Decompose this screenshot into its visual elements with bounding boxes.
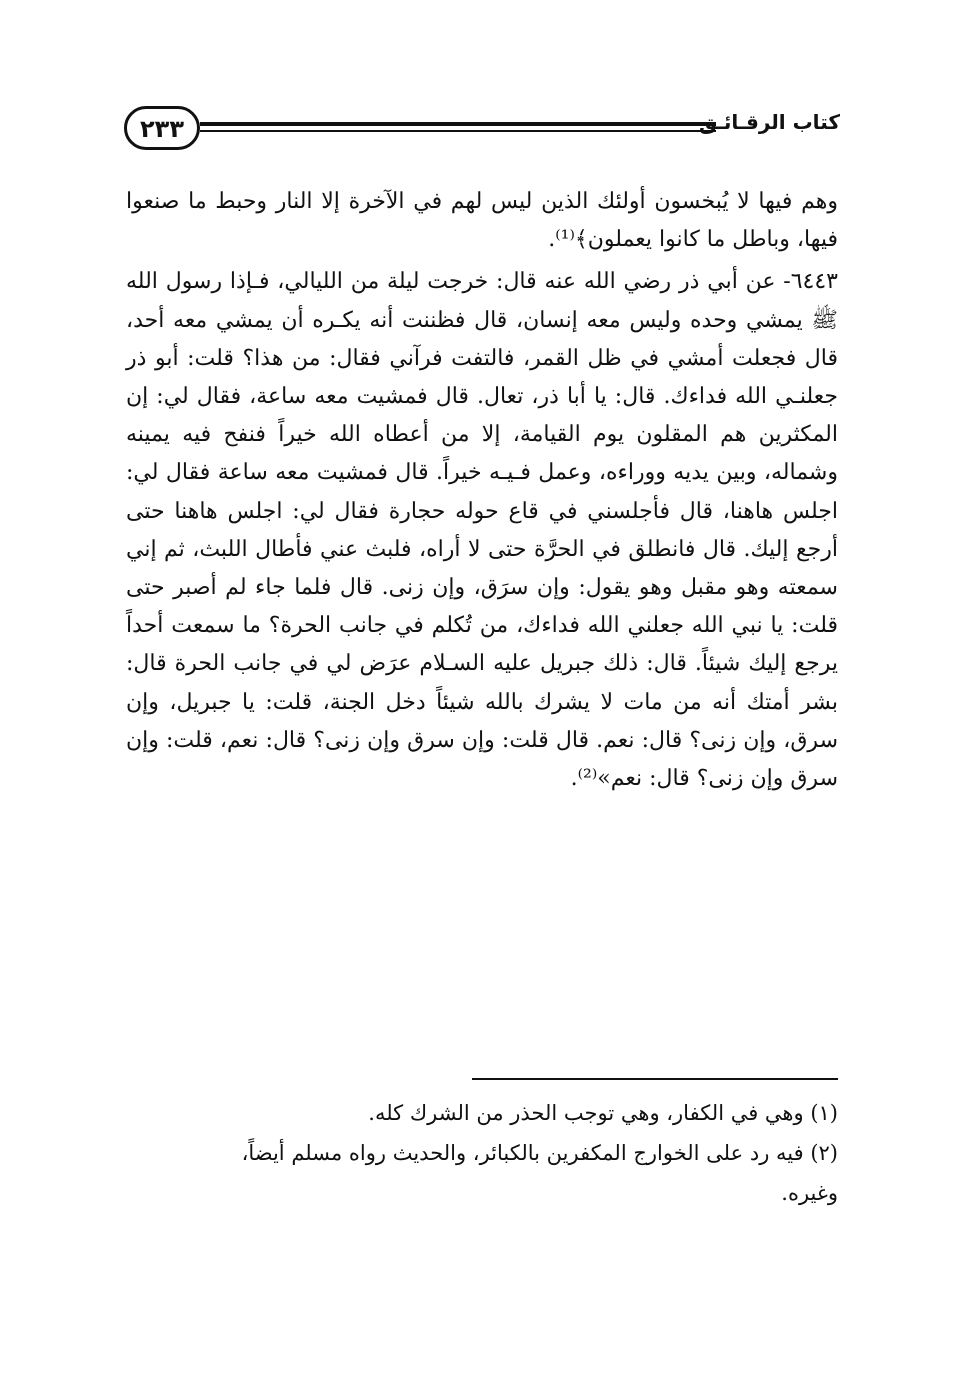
header-rule-thick — [200, 122, 716, 126]
page-header — [124, 100, 840, 160]
footnote-separator — [472, 1078, 838, 1080]
header-rule-thin — [200, 130, 716, 132]
paragraph-quran-ending: وهم فيها لا يُبخسون أولئك الذين ليس لهم في الآخرة إلا النار وحبط ما صنعوا فيها، وباطل ما كانوا يعملون﴾⁽¹⁾. — [126, 189, 838, 253]
page-number: ٢٣٣ — [140, 115, 184, 143]
running-title: كتاب الرقـائـق — [699, 110, 840, 134]
page-number-frame — [124, 106, 200, 150]
footnotes — [126, 1093, 838, 1213]
paragraph-hadith-6443: ٦٤٤٣- عن أبي ذر رضي الله عنه قال: خرجت ليلة من الليالي، فـإذا رسول الله ﷺ يمشي وحده وليس معه إنسان، قال فظننت أنه يكـره أن يمشي معه أحد، قال فجعلت أمشي في ظل القمر، فالتفت فرآني فقال: من هذا؟ قلت: أبو ذر جعلنـي الله فداءك. قال: يا أبا ذر، تعال. قال فمشيت معه ساعة، فقال لي: إن المكثرين هم المقلون يوم القيامة، إلا من أعطاه الله خيراً فنفح فيه يمينه وشماله، وبين يديه ووراءه، وعمل فـيـه خيراً. قال فمشيت معه ساعة فقال لي: اجلس هاهنا، قال فأجلسني في قاع حوله حجارة فقال لي: اجلس هاهنا حتى أرجع إليك. قال فانطلق في الحرَّة حتى لا أراه، فلبث عني فأطال اللبث، ثم إني سمعته وهو مقبل وهو يقول: وإن سرَق، وإن زنى. قال فلما جاء لم أصبر حتى قلت: يا نبي الله جعلني الله فداءك، من تُكلم في جانب الحرة؟ ما سمعت أحداً يرجع إليك شيئاً. قال: ذلك جبريل عليه السـلام عرَض لي في جانب الحرة قال: بشر أمتك أنه من مات لا يشرك بالله شيئاً دخل الجنة، قلت: يا جبريل، وإن سرق، وإن زنى؟ قال: نعم. قال قلت: وإن سرق وإن زنى؟ قال: نعم، قلت: وإن سرق وإن زنى؟ قال: نعم»⁽²⁾. — [126, 269, 838, 792]
footnote-2-line-1: (٢) فيه رد على الخوارج المكفرين بالكبائر، والحديث رواه مسلم أيضاً، — [241, 1141, 838, 1165]
footnote-1: (١) وهي في الكفار، وهي توجب الحذر من الشرك كله. — [368, 1101, 838, 1125]
footnote-2-line-2: وغيره. — [781, 1181, 838, 1205]
main-text — [126, 183, 838, 798]
